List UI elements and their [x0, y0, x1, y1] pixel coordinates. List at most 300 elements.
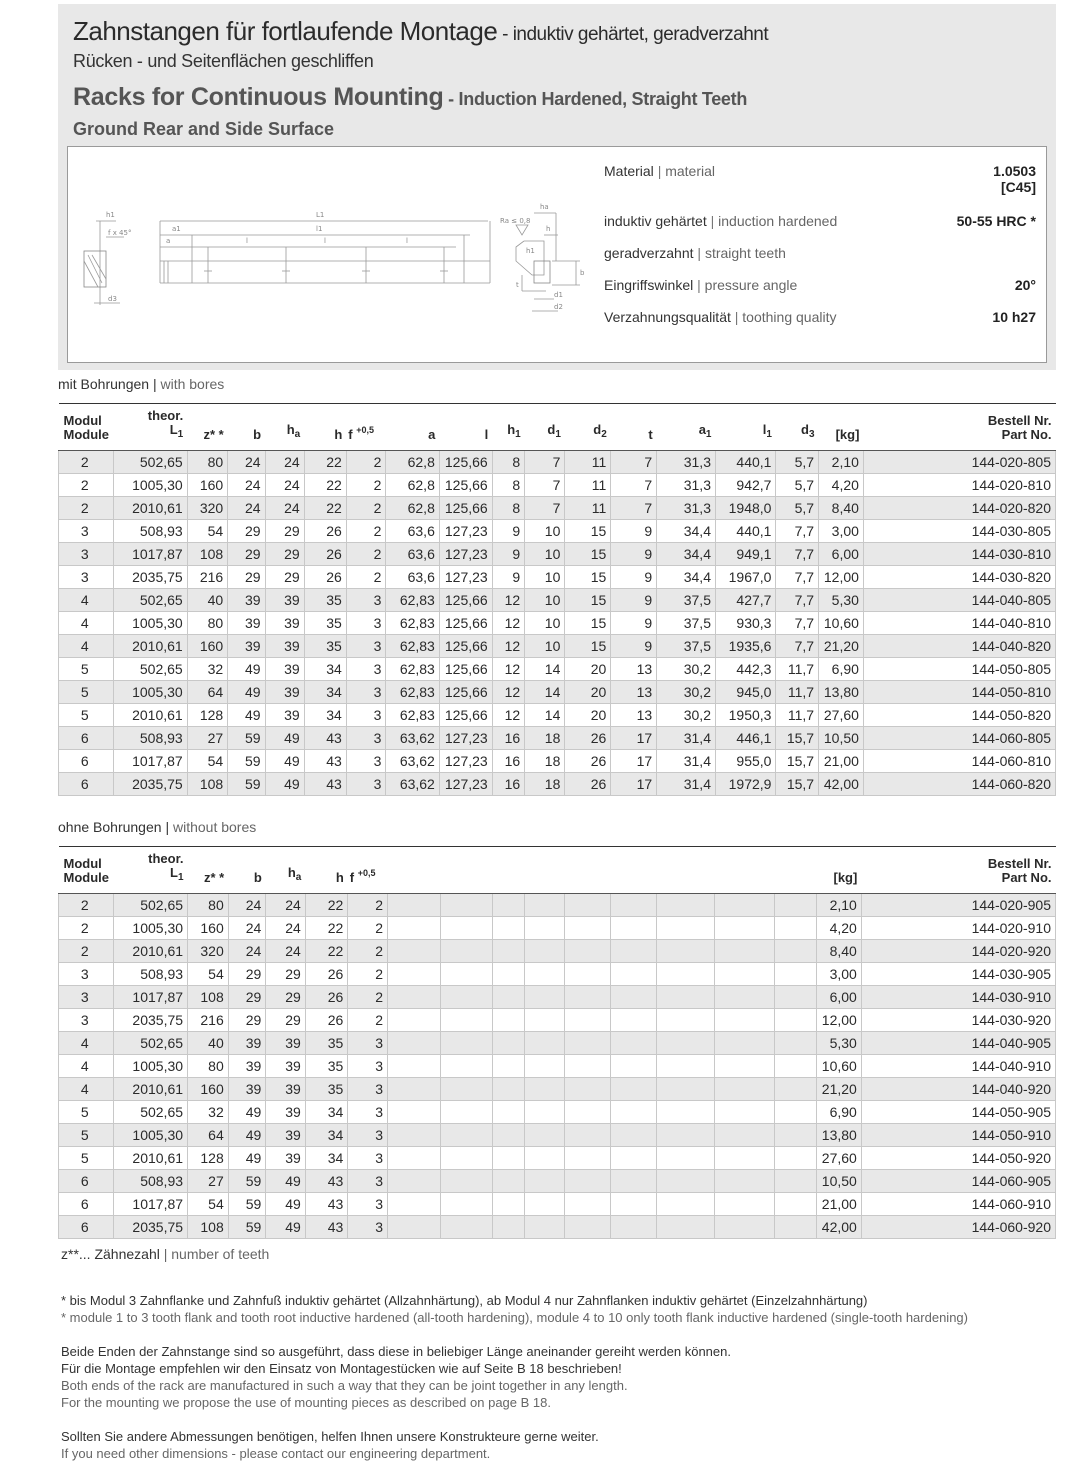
table-cell	[388, 894, 441, 917]
table-row	[59, 474, 1056, 497]
table-cell: 43	[304, 750, 346, 773]
section-label-de: ohne Bohrungen	[58, 819, 162, 835]
separator: |	[697, 245, 702, 261]
table-cell	[440, 1078, 492, 1101]
table-cell: 144-060-910	[861, 1193, 1055, 1216]
table-row	[59, 1170, 1056, 1193]
table-cell: 144-060-820	[863, 773, 1055, 796]
table-cell: 1972,9	[715, 773, 775, 796]
table-cell: 10	[525, 589, 565, 612]
table-cell: 2	[346, 497, 386, 520]
svg-text:h: h	[546, 225, 551, 233]
table-cell: 31,3	[657, 451, 716, 474]
table-cell: 3	[346, 589, 386, 612]
table-cell	[774, 1101, 816, 1124]
table-cell: 35	[304, 589, 346, 612]
table-cell: 62,8	[386, 497, 439, 520]
table-cell: 34,4	[657, 543, 716, 566]
table-cell: 11,7	[776, 681, 819, 704]
table-cell: 7,7	[776, 543, 819, 566]
table-cell: 49	[266, 1216, 306, 1239]
table-cell: 2	[348, 940, 388, 963]
table-cell: 37,5	[657, 635, 716, 658]
table-cell: 427,7	[715, 589, 775, 612]
table-cell: 9	[611, 520, 657, 543]
table-cell: 6	[59, 727, 114, 750]
col-d1-sub: 1	[555, 429, 561, 440]
col-d2-sub: 2	[601, 429, 607, 440]
table-cell	[774, 1055, 816, 1078]
table-cell	[524, 986, 564, 1009]
spec-label-en: induction hardened	[718, 213, 838, 229]
table-cell: 24	[265, 474, 304, 497]
table-cell	[564, 917, 610, 940]
col-l1-len-main: l	[762, 422, 767, 437]
table-cell: 54	[188, 1193, 229, 1216]
table-cell: 502,65	[113, 658, 187, 681]
table-row	[59, 451, 1056, 474]
table-cell: 63,62	[386, 773, 439, 796]
separator: |	[697, 277, 701, 293]
col-empty	[564, 847, 610, 894]
col-l1-len	[715, 404, 775, 451]
table-cell	[774, 986, 816, 1009]
spec-box	[67, 146, 1047, 363]
table-cell: 4	[59, 635, 114, 658]
footnote-mounting	[61, 1343, 731, 1411]
table-cell	[440, 1055, 492, 1078]
table-cell: 12	[492, 635, 525, 658]
col-l1-sub: 1	[177, 872, 184, 883]
table-cell: 3	[346, 635, 386, 658]
table-cell: 49	[228, 1124, 266, 1147]
separator: |	[734, 309, 739, 325]
table-cell: 32	[188, 1101, 229, 1124]
table-cell: 2010,61	[113, 940, 188, 963]
table-cell: 3	[59, 543, 114, 566]
svg-text:h1: h1	[106, 211, 115, 219]
table-cell: 40	[187, 589, 228, 612]
col-a1	[657, 404, 716, 451]
table-cell: 39	[266, 1101, 306, 1124]
table-cell: 508,93	[113, 1170, 188, 1193]
table-cell: 12	[492, 612, 525, 635]
table-cell: 144-020-810	[863, 474, 1055, 497]
table-cell: 13	[611, 704, 657, 727]
table-cell: 49	[266, 1170, 306, 1193]
table-cell: 12	[492, 681, 525, 704]
table-cell: 9	[492, 520, 525, 543]
table-cell: 29	[228, 520, 265, 543]
section-label-en: without bores	[172, 819, 257, 835]
table-cell	[492, 1216, 524, 1239]
footnote-teeth-en: number of teeth	[171, 1246, 270, 1262]
spec-label-de: Material	[604, 163, 654, 179]
spec-row-hardening	[604, 213, 1036, 245]
table-cell: 49	[228, 681, 265, 704]
col-d1-main: d	[547, 422, 556, 437]
col-part-en: Part No.	[1001, 870, 1052, 885]
table-cell	[440, 1124, 492, 1147]
table-cell: 5,30	[816, 1032, 861, 1055]
table-cell: 59	[228, 773, 265, 796]
table-cell: 7	[525, 497, 565, 520]
table-cell: 1017,87	[113, 750, 187, 773]
table-cell: 2	[59, 451, 114, 474]
table-cell: 2035,75	[113, 1009, 188, 1032]
table-cell: 1950,3	[715, 704, 775, 727]
table-cell: 1005,30	[113, 917, 188, 940]
table-cell	[524, 1170, 564, 1193]
spec-value: 20°	[1014, 277, 1036, 293]
table-cell: 12	[492, 658, 525, 681]
table-cell: 144-020-920	[861, 940, 1055, 963]
svg-text:l: l	[406, 237, 408, 245]
table-cell: 5	[59, 1124, 114, 1147]
table-cell: 39	[265, 704, 304, 727]
table-cell	[715, 1216, 775, 1239]
page-title-de	[73, 16, 768, 47]
table-cell: 29	[228, 986, 266, 1009]
col-part-no	[861, 847, 1055, 894]
table-cell: 15	[565, 612, 611, 635]
table-cell: 59	[228, 727, 265, 750]
table-cell: 49	[265, 773, 304, 796]
table-cell: 216	[187, 566, 228, 589]
table-cell: 4	[59, 589, 114, 612]
table-cell: 144-040-910	[861, 1055, 1055, 1078]
table-cell	[656, 1170, 715, 1193]
table-cell: 10	[525, 612, 565, 635]
table-cell: 2,10	[816, 894, 861, 917]
footnote-contact-en: If you need other dimensions - please contact our engineering department.	[61, 1446, 491, 1461]
col-theor: theor.	[147, 408, 184, 423]
table-cell: 20	[565, 681, 611, 704]
table-cell: 6	[59, 1193, 114, 1216]
table-cell: 26	[565, 750, 611, 773]
table-cell: 128	[187, 704, 228, 727]
table-cell	[440, 963, 492, 986]
table-cell: 144-020-905	[861, 894, 1055, 917]
col-module-en: Module	[63, 870, 109, 885]
table-cell: 2	[59, 474, 114, 497]
table-cell	[715, 1009, 775, 1032]
table-cell: 39	[266, 1078, 306, 1101]
footnote-hardening-en: * module 1 to 3 tooth flank and tooth root inductive hardened (all-tooth hardening), module 4 to 10 only tooth flank inductive hardened (single-tooth hardening)	[61, 1310, 968, 1325]
table-cell	[656, 917, 715, 940]
separator: |	[165, 819, 170, 835]
table-cell: 63,62	[386, 750, 439, 773]
svg-text:ha: ha	[540, 203, 549, 211]
table-cell: 42,00	[819, 773, 864, 796]
table-cell	[610, 1216, 656, 1239]
col-f-main: f	[349, 870, 355, 885]
table-cell: 502,65	[113, 589, 187, 612]
table-cell: 10,50	[819, 727, 864, 750]
table-cell: 21,20	[816, 1078, 861, 1101]
table-body	[59, 894, 1056, 1239]
table-cell: 2	[348, 963, 388, 986]
col-empty	[492, 847, 524, 894]
table-cell: 24	[228, 474, 265, 497]
table-cell: 1017,87	[113, 986, 188, 1009]
table-cell: 24	[228, 940, 266, 963]
table-cell: 30,2	[657, 704, 716, 727]
table-cell	[774, 1216, 816, 1239]
table-cell: 34	[305, 1101, 347, 1124]
table-cell: 27	[187, 727, 228, 750]
table-row	[59, 986, 1056, 1009]
table-cell	[774, 1078, 816, 1101]
table-cell: 6,90	[819, 658, 864, 681]
table-cell: 62,83	[386, 658, 439, 681]
footnote-hardening-de: * bis Modul 3 Zahnflanke und Zahnfuß induktiv gehärtet (Allzahnhärtung), ab Modul 4 nur Zahnflanken induktiv gehärtet (Einzelzahnhärtung)	[61, 1293, 868, 1308]
table-row	[59, 681, 1056, 704]
section-label-en: with bores	[160, 376, 225, 392]
table-cell: 8	[492, 474, 525, 497]
col-a1-main: a	[698, 422, 706, 437]
svg-text:h1: h1	[526, 247, 535, 255]
table-cell: 64	[188, 1124, 229, 1147]
table-without-bores	[58, 846, 1056, 1239]
col-empty	[715, 847, 775, 894]
col-part-en: Part No.	[1001, 427, 1052, 442]
table-cell: 125,66	[439, 451, 492, 474]
table-cell	[656, 1124, 715, 1147]
table-cell: 11	[565, 474, 611, 497]
table-cell: 35	[305, 1078, 347, 1101]
table-cell	[610, 1124, 656, 1147]
table-row	[59, 727, 1056, 750]
table-cell: 29	[228, 963, 266, 986]
table-cell: 31,4	[657, 727, 716, 750]
table-cell	[774, 940, 816, 963]
table-cell: 440,1	[715, 451, 775, 474]
table-cell: 30,2	[657, 658, 716, 681]
table-cell: 34	[305, 1124, 347, 1147]
table-cell: 3	[59, 963, 114, 986]
table-cell: 39	[228, 1078, 266, 1101]
table-cell: 160	[188, 917, 229, 940]
table-cell	[388, 1055, 441, 1078]
table-cell: 26	[305, 963, 347, 986]
table-cell: 2010,61	[113, 1147, 188, 1170]
table-row	[59, 1101, 1056, 1124]
table-cell	[715, 963, 775, 986]
table-cell: 10	[525, 635, 565, 658]
table-cell: 16	[492, 773, 525, 796]
table-cell: 125,66	[439, 704, 492, 727]
table-cell	[564, 1055, 610, 1078]
col-empty	[774, 847, 816, 894]
table-cell: 3	[346, 704, 386, 727]
table-cell: 144-060-920	[861, 1216, 1055, 1239]
table-cell	[774, 1009, 816, 1032]
table-cell: 4,20	[816, 917, 861, 940]
table-cell: 39	[266, 1032, 306, 1055]
table-cell: 62,8	[386, 474, 439, 497]
table-cell: 144-050-920	[861, 1147, 1055, 1170]
table-cell: 108	[187, 543, 228, 566]
table-cell: 12	[492, 704, 525, 727]
svg-text:t: t	[516, 281, 519, 289]
table-cell: 4	[59, 1032, 114, 1055]
table-cell: 1967,0	[715, 566, 775, 589]
table-cell: 22	[304, 497, 346, 520]
table-cell: 24	[265, 497, 304, 520]
table-cell: 3	[348, 1147, 388, 1170]
svg-text:l: l	[324, 237, 326, 245]
table-cell: 37,5	[657, 589, 716, 612]
col-z: z* *	[187, 404, 228, 451]
table-cell: 24	[228, 894, 266, 917]
table-cell	[564, 1147, 610, 1170]
col-ha	[266, 847, 306, 894]
table-cell	[715, 940, 775, 963]
table-row	[59, 635, 1056, 658]
table-cell: 4,20	[819, 474, 864, 497]
table-cell	[715, 1078, 775, 1101]
spec-value: 50-55 HRC *	[956, 213, 1036, 229]
col-kg: [kg]	[816, 847, 861, 894]
table-cell	[715, 1193, 775, 1216]
footnote-teeth-de: z**... Zähnezahl	[61, 1246, 160, 1262]
table-cell: 31,4	[657, 773, 716, 796]
table-cell: 7	[525, 474, 565, 497]
col-a: a	[386, 404, 439, 451]
table-cell: 15,7	[776, 750, 819, 773]
table-cell	[524, 1055, 564, 1078]
table-cell: 34	[304, 704, 346, 727]
table-cell: 6	[59, 1170, 114, 1193]
table-cell: 945,0	[715, 681, 775, 704]
table-cell	[492, 894, 524, 917]
table-cell: 34	[304, 658, 346, 681]
table-cell: 1005,30	[113, 681, 187, 704]
table-cell: 160	[187, 635, 228, 658]
separator: |	[657, 163, 662, 179]
col-b: b	[228, 847, 266, 894]
col-ha-sub: a	[294, 429, 301, 440]
table-cell: 2	[348, 894, 388, 917]
table-cell: 16	[492, 750, 525, 773]
table-cell: 22	[304, 474, 346, 497]
col-b: b	[228, 404, 265, 451]
table-cell	[715, 894, 775, 917]
table-cell	[610, 1147, 656, 1170]
separator: |	[152, 376, 157, 392]
table-cell: 22	[305, 917, 347, 940]
table-cell	[774, 1193, 816, 1216]
table-cell: 4	[59, 1055, 114, 1078]
table-cell: 7,7	[776, 520, 819, 543]
table-cell: 9	[611, 612, 657, 635]
table-cell: 49	[228, 658, 265, 681]
table-row	[59, 1078, 1056, 1101]
svg-text:a: a	[166, 237, 171, 245]
table-cell: 11,7	[776, 658, 819, 681]
table-cell	[610, 940, 656, 963]
table-cell	[656, 1032, 715, 1055]
table-cell	[440, 986, 492, 1009]
table-cell	[524, 1147, 564, 1170]
table-cell: 29	[265, 543, 304, 566]
table-row	[59, 566, 1056, 589]
table-cell: 502,65	[113, 894, 188, 917]
table-cell: 3	[348, 1193, 388, 1216]
col-f-sup: +0,5	[356, 425, 375, 435]
spec-value-line2: [C45]	[1000, 179, 1036, 195]
table-cell: 49	[266, 1193, 306, 1216]
table-cell: 39	[266, 1147, 306, 1170]
table-cell: 39	[265, 589, 304, 612]
table-cell: 32	[187, 658, 228, 681]
table-cell: 2	[59, 940, 114, 963]
table-cell: 144-050-810	[863, 681, 1055, 704]
spec-label-de: Eingriffswinkel	[604, 277, 694, 293]
table-row	[59, 750, 1056, 773]
table-cell	[656, 1216, 715, 1239]
table-cell: 125,66	[439, 635, 492, 658]
table-cell: 26	[304, 543, 346, 566]
table-cell: 144-040-820	[863, 635, 1055, 658]
col-d3-main: d	[801, 422, 809, 437]
table-cell: 502,65	[113, 1101, 188, 1124]
table-cell: 2010,61	[113, 635, 187, 658]
table-cell: 949,1	[715, 543, 775, 566]
table-cell: 29	[228, 543, 265, 566]
table-cell	[524, 940, 564, 963]
table-cell	[774, 1124, 816, 1147]
table-cell: 7	[525, 451, 565, 474]
svg-text:d1: d1	[554, 291, 563, 299]
table-cell	[492, 940, 524, 963]
table-cell: 2010,61	[113, 1078, 188, 1101]
table-cell	[656, 986, 715, 1009]
table-cell: 6	[59, 773, 114, 796]
table-cell: 11	[565, 497, 611, 520]
table-row	[59, 940, 1056, 963]
table-row	[59, 589, 1056, 612]
col-part-de: Bestell Nr.	[987, 856, 1052, 871]
table-cell	[610, 894, 656, 917]
table-cell: 18	[525, 773, 565, 796]
table-cell: 31,3	[657, 474, 716, 497]
table-cell: 7,7	[776, 589, 819, 612]
table-row	[59, 963, 1056, 986]
table-cell: 6,90	[816, 1101, 861, 1124]
table-cell: 3	[346, 750, 386, 773]
table-cell: 34	[304, 681, 346, 704]
table-cell: 9	[611, 635, 657, 658]
table-cell: 2	[59, 497, 114, 520]
table-cell: 13	[611, 658, 657, 681]
table-cell: 1935,6	[715, 635, 775, 658]
footnote-teeth	[61, 1246, 269, 1263]
table-cell: 24	[266, 917, 306, 940]
table-cell: 7,7	[776, 566, 819, 589]
table-cell: 11	[565, 451, 611, 474]
table-cell: 40	[188, 1032, 229, 1055]
table-cell: 14	[525, 681, 565, 704]
table-cell: 39	[266, 1124, 306, 1147]
table-cell: 502,65	[113, 451, 187, 474]
table-cell	[715, 1170, 775, 1193]
table-cell: 16	[492, 727, 525, 750]
table-cell	[610, 1170, 656, 1193]
table-cell: 144-020-805	[863, 451, 1055, 474]
table-cell	[492, 1193, 524, 1216]
